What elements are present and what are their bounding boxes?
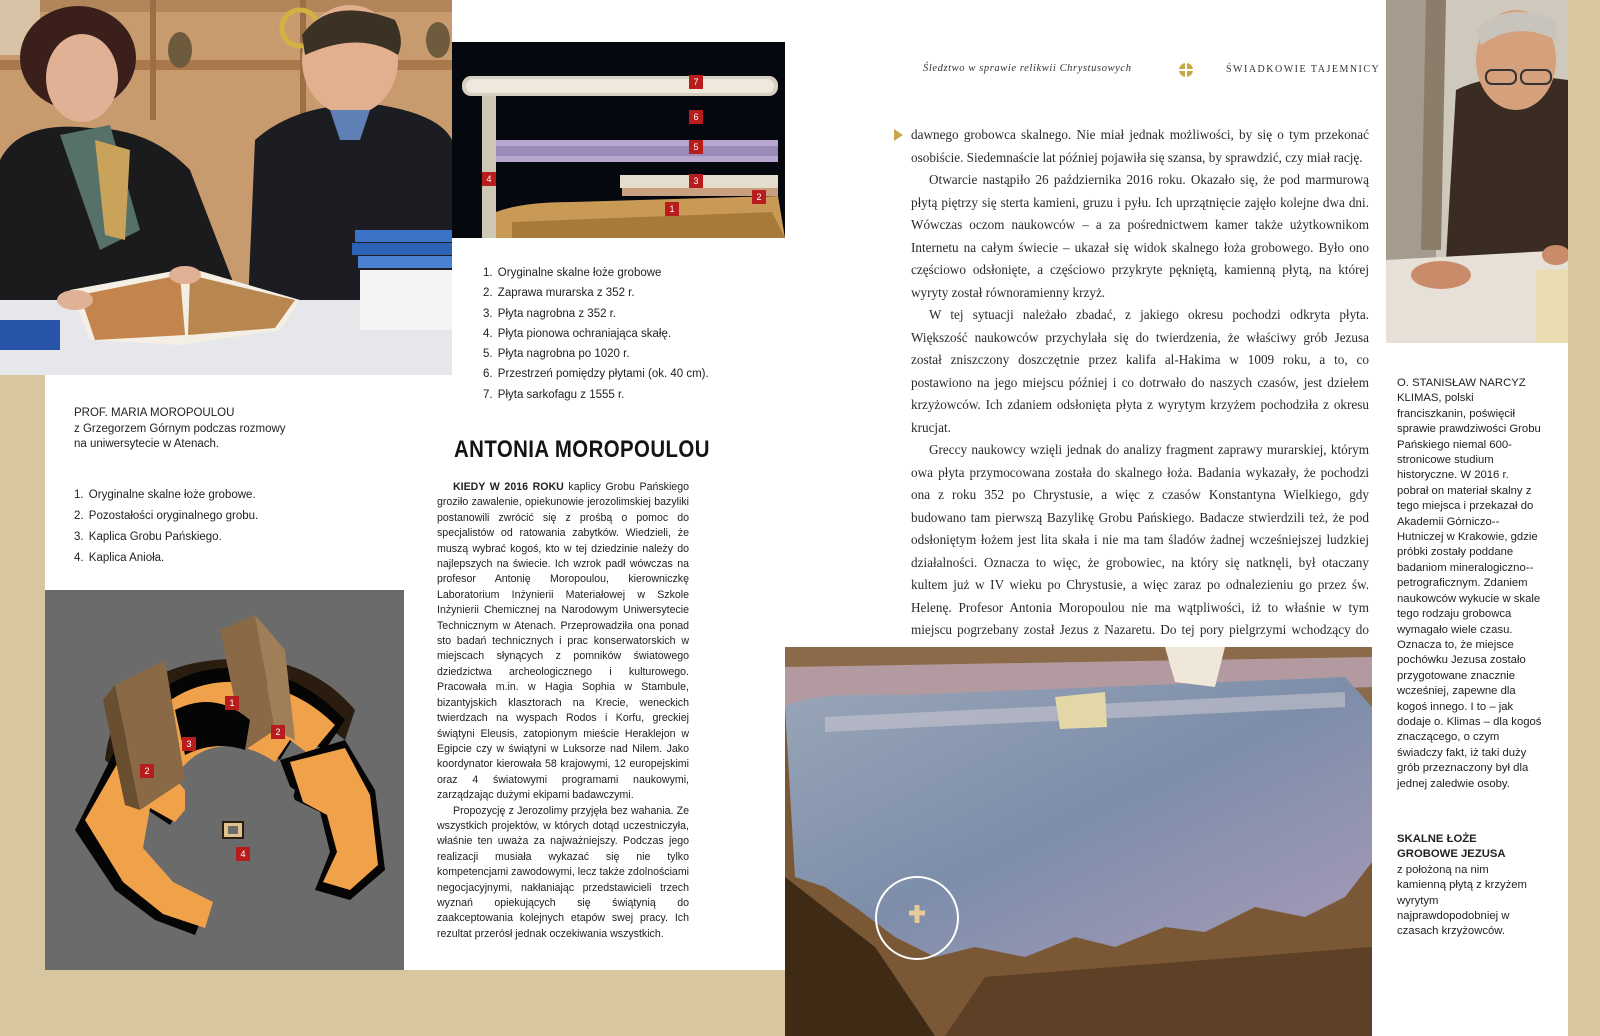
tomb-plan-diagram bbox=[45, 590, 404, 970]
section-marker: 3 bbox=[689, 174, 703, 188]
article-paragraph: W tej sytuacji należało zbadać, z jakiego okresu pochodzi odkryta płyta. Większość naukowców przychylała się do twierdzenia, że właściwy grób Jezusa został zniszczony doszczętnie przez kalifa al-Hakima w 1009 roku, a to, co postawiono na jego miejscu później i co dotrwało do naszych czasów, jest dziełem krzyżowców. Ich zdaniem odsłonięta płyta z wyrytym krzyżem pochodziła z okresu krucjat. bbox=[911, 307, 1369, 435]
cross-ornament-icon bbox=[1179, 62, 1193, 76]
section-marker: 5 bbox=[689, 140, 703, 154]
right-sidebar-top-panel bbox=[1372, 0, 1386, 343]
article-paragraph: Otwarcie nastąpiło 26 października 2016 roku. Okazało się, że pod marmurową płytą piętrzy się sterta kamieni, gruzu i pyłu. Ich uprzątnięcie zajęło kolejne dwa dni. Wówczas oczom naukowców – a za pośrednictwem kamer także użytkownikom Internetu na całym świecie – ukazał się widok skalnego łoża grobowego. Było ono częściowo odsłonięte, a częściowo przykryte pękniętą, kamienną płytą, na której wyryty został równoramienny krzyż. bbox=[911, 172, 1369, 300]
section-marker: 6 bbox=[689, 110, 703, 124]
plan-legend-item: 3. Kaplica Grobu Pańskiego. bbox=[74, 531, 222, 543]
article-paragraph: dawnego grobowca skalnego. Nie miał jednak możliwości, by się o tym przekonać osobiście. Siedemnaście lat później pojawiła się szansa, by sprawdzić, czy miał rację. bbox=[911, 127, 1369, 165]
section-legend-item: 5. Płyta nagrobna po 1020 r. bbox=[483, 348, 630, 361]
caption-title: SKALNE ŁOŻE GROBOWE JEZUSA bbox=[1397, 833, 1506, 861]
sidebar-paragraph: KIEDY W 2016 ROKU kaplicy Grobu Pańskiego groziło zawalenie, opiekunowie jerozolimskiej bazyliki postanowili zwrócić się z prośbą o pomoc do specjalistów od ratowania zabytków. Wiedzieli, że muszą wybrać kogoś, kto w tej dziedzinie należy do najlepszych na świecie. Ich wzrok padł wówczas na profesor Antonię Moropoulou, kierowniczkę Laboratorium Inżynierii Materiałowej w Szkole Inżynierii Chemicznej na Narodowym Uniwersytecie Technicznym w Atenach. Przeprowadziła ona ponad sto badań technicznych i prac konserwatorskich w miejscach słynących z pomników światowego dziedzictwa archeologicznego i kulturowego. Pracowała m.in. w Hagia Sophia w Stambule, bizantyjskich klasztorach na Krecie, weneckich twierdzach na wyspach Rodos i Korfu, greckiej świątyni Eleusis, zatopionym mieście Heraklejon w Egipcie czy w świątyni w Luksorze nad Nilem. Jako koordynator kierowała 58 krajowymi, 12 europejskimi oraz 4 światowymi programami naukowymi, zarządzając dużymi ekipami badawczymi. bbox=[437, 481, 689, 802]
tomb-section-image bbox=[452, 42, 785, 238]
plan-legend-item: 4. Kaplica Anioła. bbox=[74, 552, 165, 564]
section-legend bbox=[483, 263, 723, 405]
tomb-slab-photo bbox=[785, 647, 1372, 1036]
plan-marker: 4 bbox=[236, 847, 250, 861]
tomb-slab-image bbox=[785, 647, 1372, 1036]
plan-marker: 2 bbox=[271, 725, 285, 739]
sidebar-heading: ANTONIA MOROPOULOU bbox=[454, 436, 710, 463]
section-marker: 7 bbox=[689, 75, 703, 89]
running-title: Śledztwo w sprawie relikwii Chrystusowych bbox=[923, 63, 1132, 74]
sidebar-paragraph: Propozycję z Jerozolimy przyjęła bez wahania. Ze wszystkich projektów, w których dotąd uczestniczyła, właśnie ten uważa za najważniejszy. Podczas jego realizacji musiała wykazać się nie tylko kompetencjami zawodowymi, lecz także zdolnościami negocjacyjnymi, nakłaniając przedstawicieli trzech wyznań opiekujących się świątynią do zaakceptowania kolejnych etapów swej pracy. Ich rezultat przerósł jednak oczekiwania wszystkich. bbox=[437, 804, 689, 940]
section-marker: 1 bbox=[665, 202, 679, 216]
section-legend-item: 1. Oryginalne skalne łoże grobowe bbox=[483, 267, 662, 279]
caption-person-name: O. STANISŁAW NARCYZ KLIMAS, bbox=[1397, 377, 1526, 405]
caption-text: polski franciszkanin, poświęcił sprawie prawdziwości Grobu Pańskiego niemal 600-stronicowe studium historyczne. W 2016 r. pobrał on materiał skalny z tego miejsca i przekazał do Akademii Górniczo--Hutniczej w Krakowie, gdzie próbki zostały poddane badaniom mineralogiczno--petrograficznym. Zdaniem naukowców wykucie w skale tego rodzaju grobowca wymagało wiele czasu. Oznacza to, że miejsce pochówku Jezusa zostało przygotowane znacznie wcześniej, zapewne dla kogoś innego. I to – jak dodaje o. Klimas – dla kogoś znaczącego, o czym świadczy fakt, iż taki duży grób przeznaczony był dla jednej zaledwie osoby. bbox=[1397, 392, 1542, 790]
caption-text: z Grzegorzem Górnym podczas rozmowy na uniwersytecie w Atenach. bbox=[74, 422, 286, 450]
section-marker: 2 bbox=[752, 190, 766, 204]
plan-legend-item: 1. Oryginalne skalne łoże grobowe. bbox=[74, 489, 256, 501]
plan-marker: 2 bbox=[140, 764, 154, 778]
interview-photo-image bbox=[0, 0, 452, 375]
plan-legend-item: 2. Pozostałości oryginalnego grobu. bbox=[74, 510, 259, 522]
sidebar-column bbox=[437, 480, 689, 942]
tomb-section-diagram bbox=[452, 42, 785, 238]
friar-photo bbox=[1386, 0, 1568, 343]
plan-marker: 1 bbox=[225, 696, 239, 710]
caption-text: z położoną na nim kamienną płytą z krzyżem wyrytym najprawdopodobniej w czasach krzyżowców. bbox=[1397, 863, 1527, 938]
section-legend-item: 2. Zaprawa murarska z 352 r. bbox=[483, 287, 635, 300]
section-legend-item: 7. Płyta sarkofagu z 1555 r. bbox=[483, 388, 625, 401]
caption-person-name: PROF. MARIA MOROPOULOU bbox=[74, 407, 235, 419]
section-legend-item: 4. Płyta pionowa ochraniająca skałę. bbox=[483, 327, 672, 340]
article-paragraph: Greccy naukowcy wzięli jednak do analizy fragment zaprawy murarskiej, którym owa płyta przymocowana została do skalnego łoża. Badania wykazały, że pochodzi ona z roku 352 po Chrystusie, a więc z czasów Konstantyna Wielkiego, gdy budowano tam pierwszą Bazylikę Grobu Pańskiego. Badacze stwierdzili też, że pod odsłoniętym łożem jest lita skała i nie ma tam śladów żadnej wcześniejszej ludzkiej działalności. Oznacza to więc, że grobowiec, na który się natknęli, był otaczany kultem już w IV wieku po Chrystusie, a więc zaraz po odnalezieniu go przez św. Helenę. Profesor Antonia Moropoulou nie ma wątpliwości, iż to właśnie w tym miejscu pogrzebany został Jezus z Nazaretu. Do tej pory pielgrzymi wchodzący do bbox=[911, 442, 1369, 637]
plan-legend bbox=[74, 485, 334, 569]
main-article-text bbox=[911, 124, 1369, 664]
friar-caption bbox=[1397, 376, 1543, 792]
tomb-plan-image bbox=[45, 590, 404, 970]
section-title: ŚWIADKOWIE TAJEMNICY bbox=[1226, 64, 1381, 75]
interview-photo bbox=[0, 0, 452, 375]
friar-photo-image bbox=[1386, 0, 1568, 343]
plan-marker: 3 bbox=[182, 737, 196, 751]
section-legend-item: 6. Przestrzeń pomiędzy płytami (ok. 40 cm). bbox=[483, 368, 709, 381]
section-marker: 4 bbox=[482, 172, 496, 186]
tomb-bed-caption bbox=[1397, 832, 1527, 940]
interview-photo-caption bbox=[74, 406, 289, 453]
section-legend-item: 3. Płyta nagrobna z 352 r. bbox=[483, 307, 617, 320]
sidebar-lead: KIEDY W 2016 ROKU bbox=[453, 481, 564, 493]
continuation-arrow-icon bbox=[894, 129, 903, 141]
